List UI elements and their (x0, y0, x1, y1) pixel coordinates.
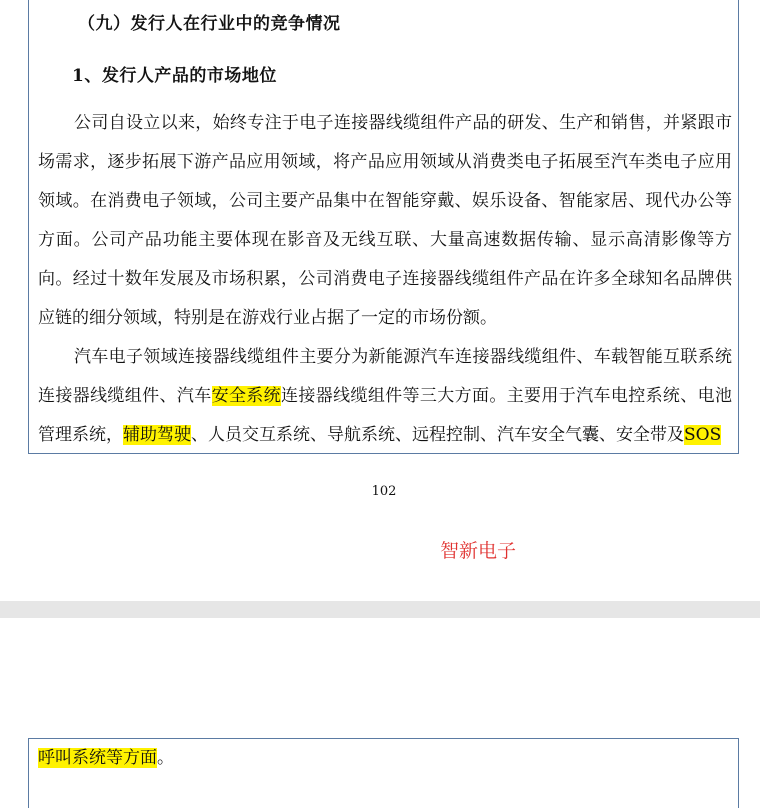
company-stamp-text: 智新电子 (440, 540, 517, 562)
paragraph-text (38, 338, 732, 455)
text-run: 、人员交互系统、导航系统、远程控制、汽车安全气囊、安全带及 (191, 425, 684, 445)
page-number: 102 (371, 484, 397, 499)
highlight-safety-system: 安全系统 (211, 386, 282, 406)
paragraph-continuation (38, 739, 174, 777)
highlight-call-system: 呼叫系统等方面 (38, 748, 157, 768)
highlight-driver-assist: 辅助驾驶 (123, 425, 191, 445)
text-run: 。 (157, 748, 174, 768)
highlight-sos: SOS (684, 425, 722, 445)
section-heading: （九）发行人在行业中的竞争情况 (78, 14, 341, 34)
document-page-next (0, 618, 760, 797)
text-run: 连接器线缆组件等三大方面。主要用于汽车电控系统、电池管理系统， (38, 386, 733, 445)
paragraph-text: 公司自设立以来，始终专注于电子连接器线缆组件产品的研发、生产和销售，并紧跟市场需求，逐步拓展下游产品应用领域，将产品应用领域从消费类电子拓展至汽车类电子应用领域。在消费电子领域，公司主要产品集中在智能穿戴、娱乐设备、智能家居、现代办公等方面。公司产品功能主要体现在影音及无线互联、大量高速数据传输、显示高清影像等方向。经过十数年发展及市场积累，公司消费电子连接器线缆组件产品在许多全球知名品牌供应链的细分领域，特别是在游戏行业占据了一定的市场份额。 (38, 113, 732, 328)
subsection-heading: 1、发行人产品的市场地位 (72, 66, 277, 86)
page-separator (0, 601, 760, 618)
paragraph-automotive-electronics (38, 338, 732, 455)
paragraph-consumer-electronics (38, 104, 732, 338)
text-run: 汽车电子领域连接器线缆组件主要分为新能源汽车连接器线缆组件、车载智能互联系统连接器线缆组件、汽车 (38, 347, 732, 406)
